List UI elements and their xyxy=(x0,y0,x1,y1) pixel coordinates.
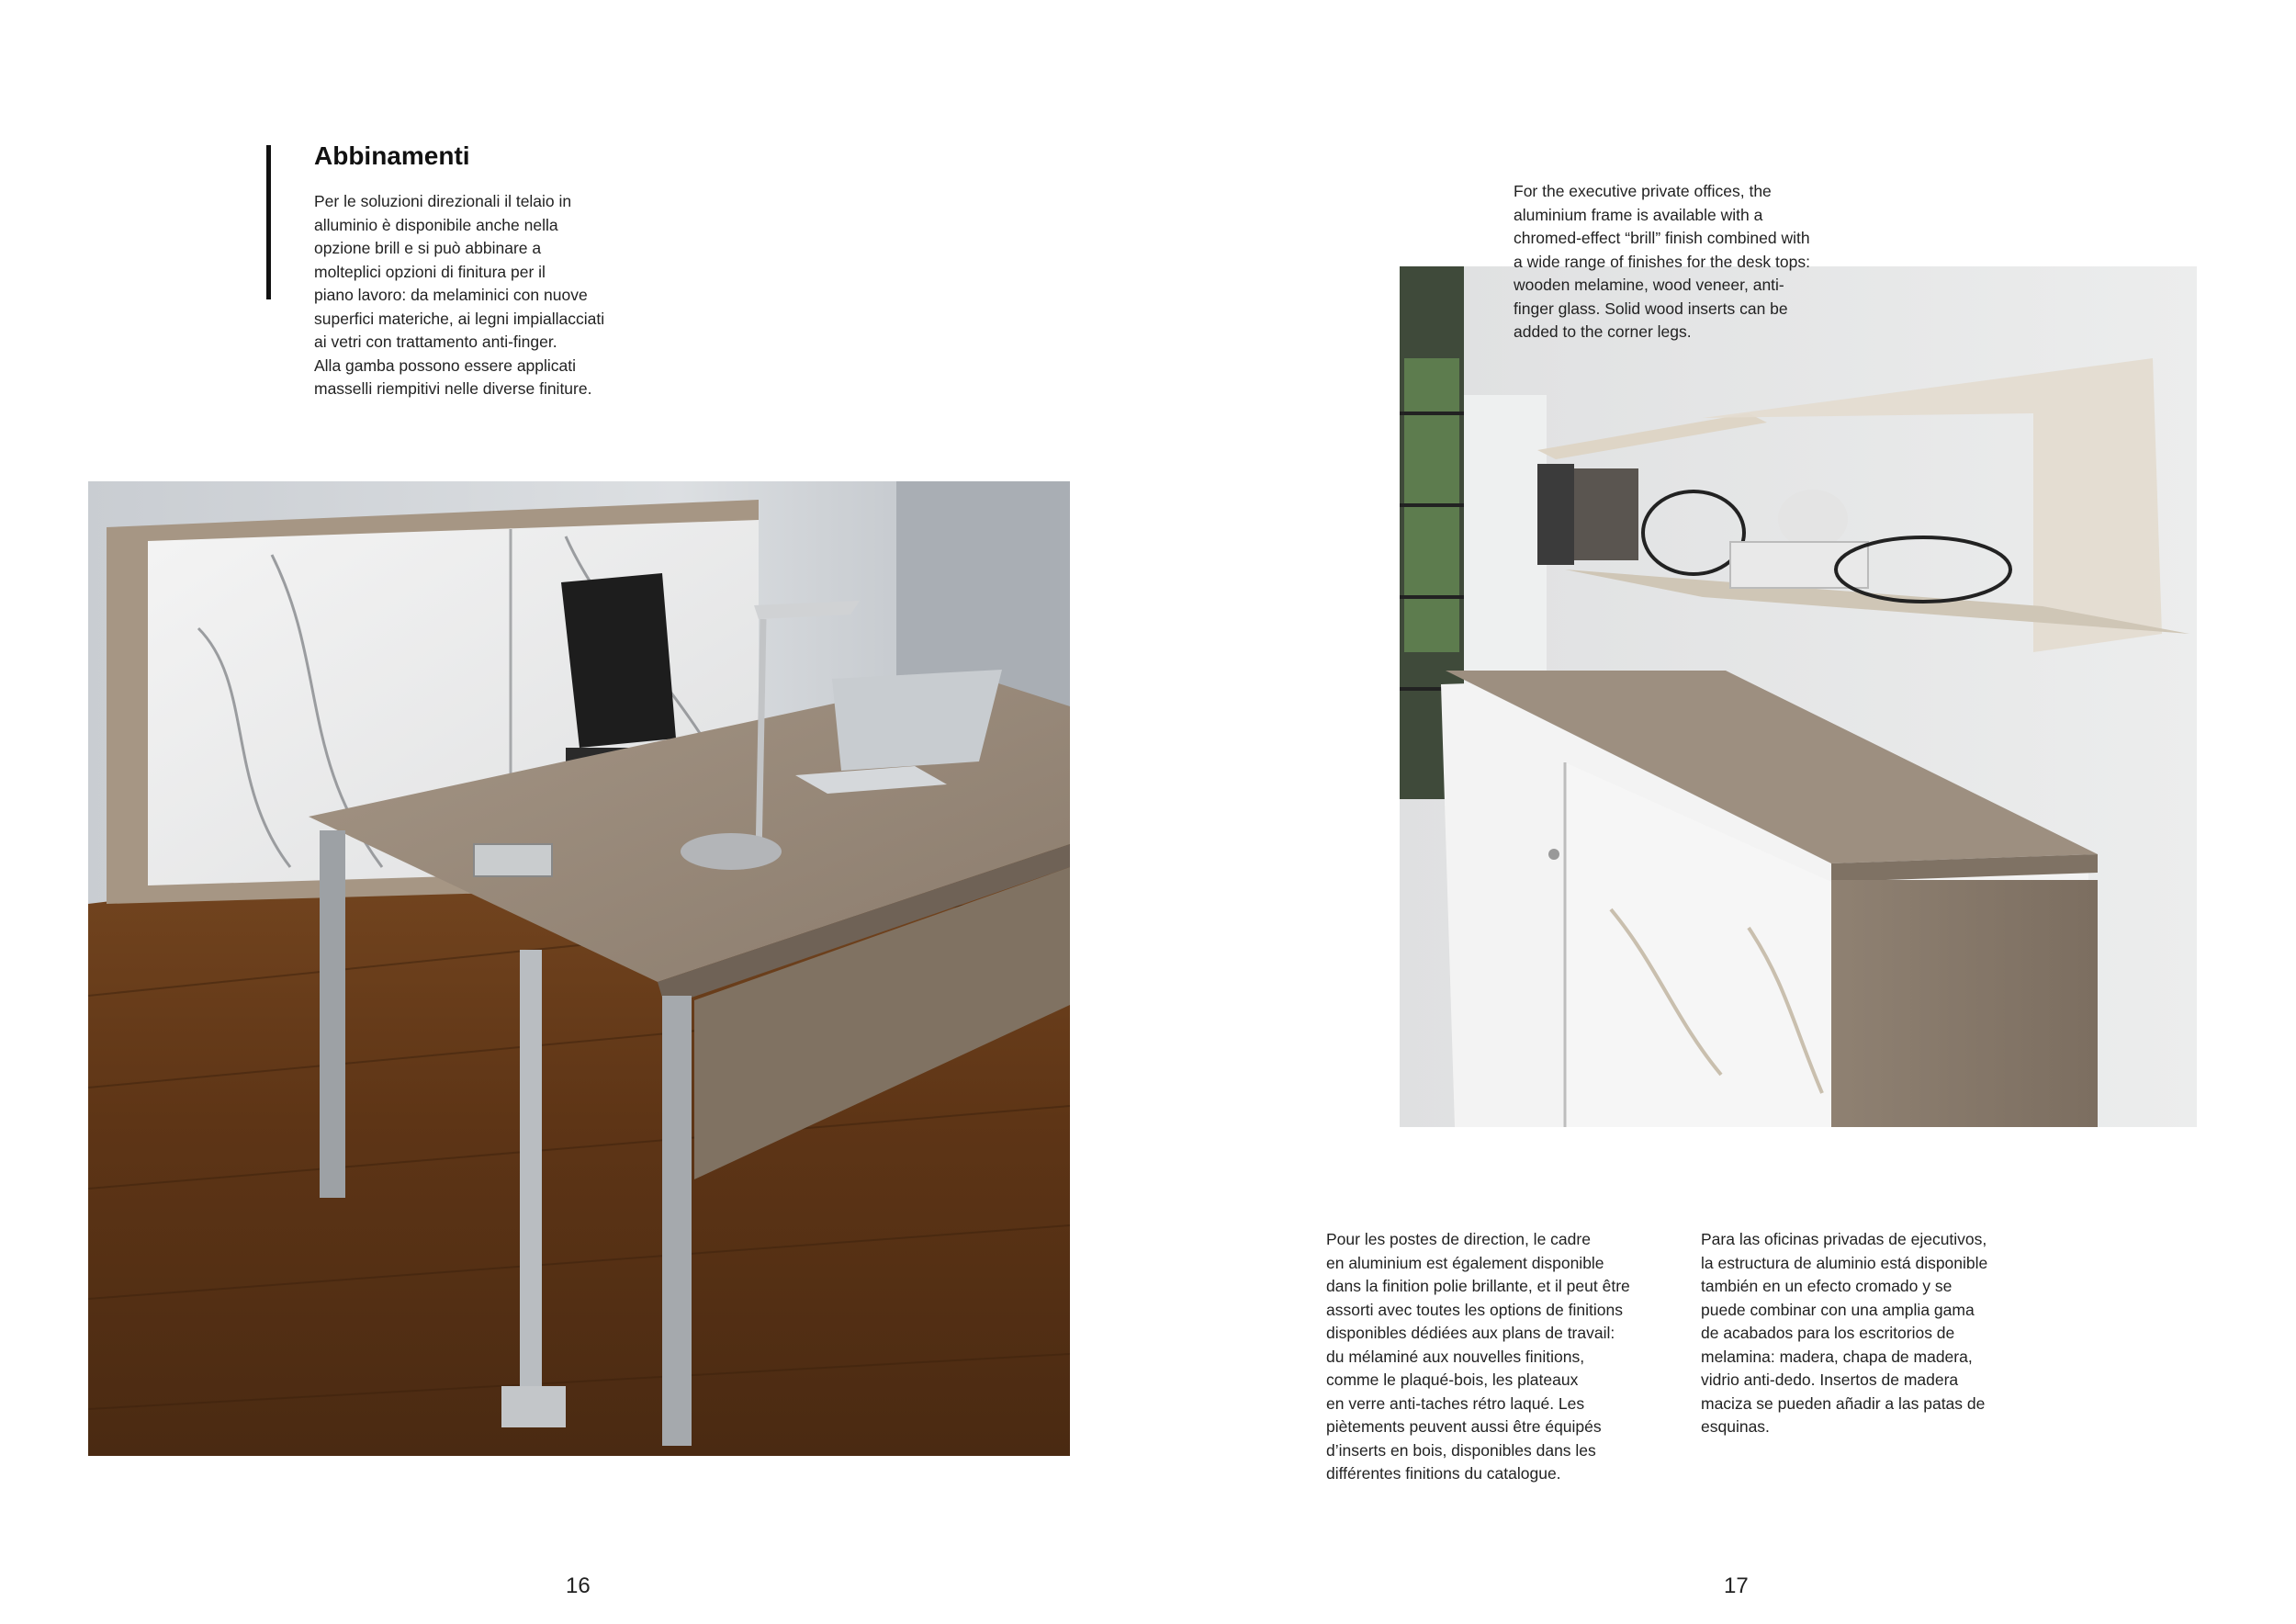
spanish-description: Para las oficinas privadas de ejecutivos, la estructura de aluminio está disponible también en un efecto cromado y se puede combinar con una amplia gama de acabados para los escritorios de melamina: madera, chapa de madera, vidrio anti-dedo. Insertos de madera maciza se pueden añadir a las patas de esquinas. xyxy=(1701,1230,1988,1436)
english-description: For the executive private offices, the aluminium frame is available with a chromed-effect “brill” finish combined with a wide range of finishes for the desk tops: wooden melamine, wood veneer, anti- finger glass. Solid wood inserts can be added to the corner legs. xyxy=(1514,182,1810,341)
page-number-left: 16 xyxy=(566,1573,591,1598)
sideboard-shelves-photo xyxy=(1400,266,2197,1127)
italian-description: Per le soluzioni direzionali il telaio in alluminio è disponibile anche nella opzione brill e si può abbinare a molteplici opzioni di finitura per il piano lavoro: da melaminici con nuove superfici materiche, ai legni impiallacciati ai vetri con trattamento anti-finger. Alla gamba possono essere applicati masselli riempitivi nelle diverse finiture. xyxy=(314,192,605,398)
desk-office-photo xyxy=(88,481,1070,1456)
right-page xyxy=(1148,0,2296,1624)
french-description: Pour les postes de direction, le cadre en aluminium est également disponible dans la finition polie brillante, et il peut être assorti avec toutes les options de finitions disponibles dédiées aux plans de travail: du mélaminé aux nouvelles finitions, comme le plaqué-bois, les plateaux en verre anti-taches rétro laqué. Les piètements peuvent aussi être équipés d’inserts en bois, disponibles dans les différentes finitions du catalogue. xyxy=(1326,1230,1630,1483)
section-heading: Abbinamenti xyxy=(314,141,470,170)
accent-bar xyxy=(266,145,271,299)
page-number-right: 17 xyxy=(1724,1573,1749,1598)
